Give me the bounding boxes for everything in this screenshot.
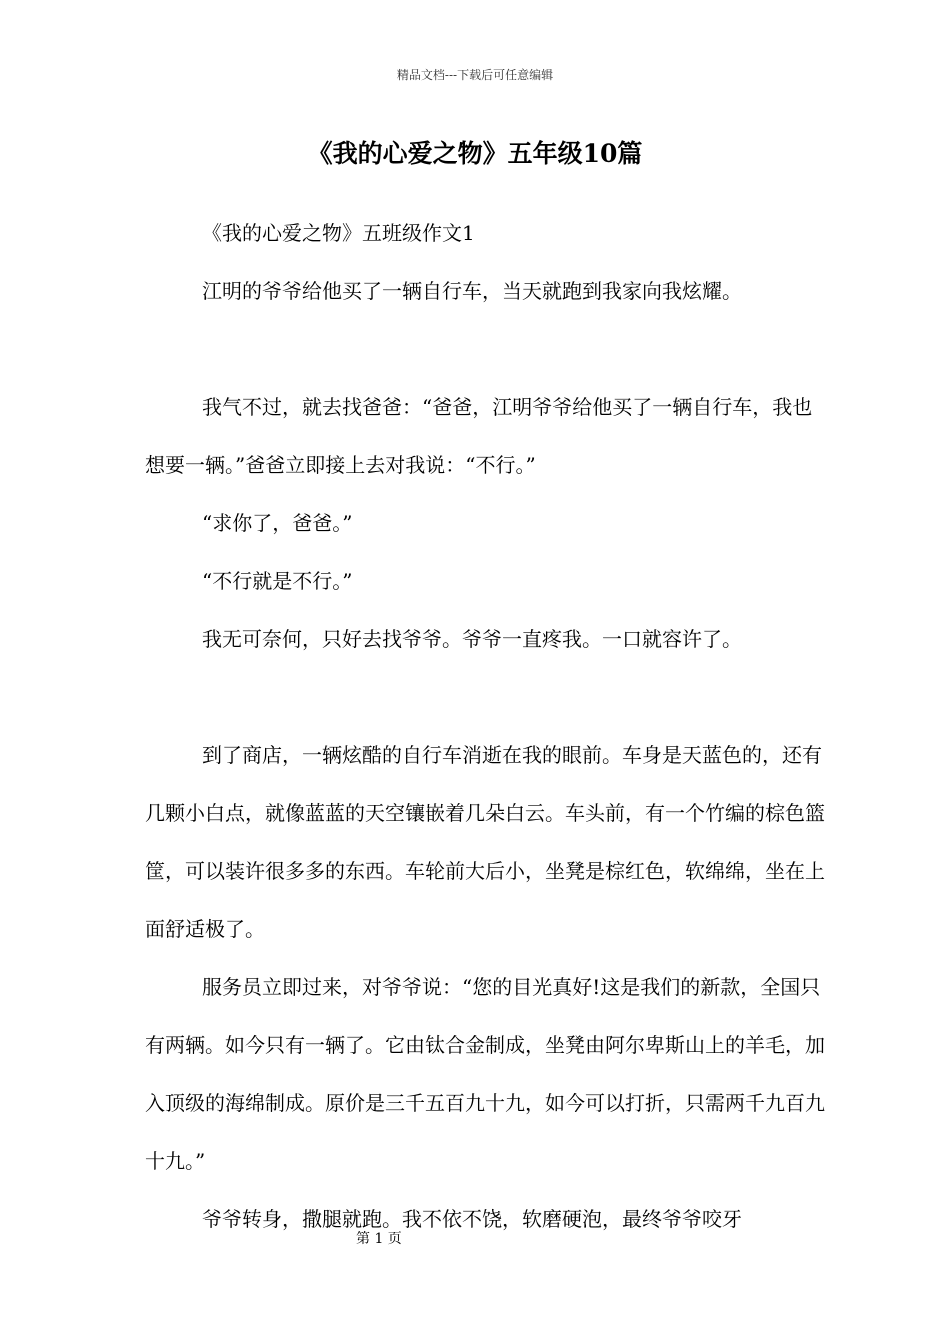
paragraph: 我气不过，就去找爸爸：“爸爸，江明爷爷给他买了一辆自行车，我也想要一辆。”爸爸立即接上去对我说：“不行。” [145, 395, 813, 477]
paragraph: 江明的爷爷给他买了一辆自行车，当天就跑到我家向我炫耀。 [202, 279, 742, 303]
document-body [145, 204, 825, 1248]
paragraph: 服务员立即过来，对爷爷说：“您的目光真好!这是我们的新款，全国只有两辆。如今只有一辆了。它由钛合金制成，坐凳由阿尔卑斯山上的羊毛，加入顶级的海绵制成。原价是三千五百九十九，如今可以打折，只需两千九百九十九。” [145, 975, 825, 1173]
paragraph: 爷爷转身，撒腿就跑。我不依不饶，软磨硬泡，最终爷爷咬牙 [202, 1207, 742, 1231]
essay-subheading: 《我的心爱之物》五班级作文1 [202, 221, 475, 245]
page-number: 第 1 页 [356, 1231, 402, 1247]
header-note: 精品文档---下载后可任意编辑 [396, 68, 554, 82]
paragraph: 到了商店，一辆炫酷的自行车消逝在我的眼前。车身是天蓝色的，还有几颗小白点，就像蓝蓝的天空镶嵌着几朵白云。车头前，有一个竹编的棕色篮筐，可以装许很多多的东西。车轮前大后小，坐凳是棕红色，软绵绵，坐在上面舒适极了。 [145, 743, 825, 941]
document-title: 《我的心爱之物》五年级10篇 [307, 139, 643, 168]
paragraph: “求你了，爸爸。” [202, 511, 353, 535]
paragraph: “不行就是不行。” [202, 569, 353, 593]
paragraph: 我无可奈何，只好去找爷爷。爷爷一直疼我。一口就容许了。 [202, 627, 742, 651]
